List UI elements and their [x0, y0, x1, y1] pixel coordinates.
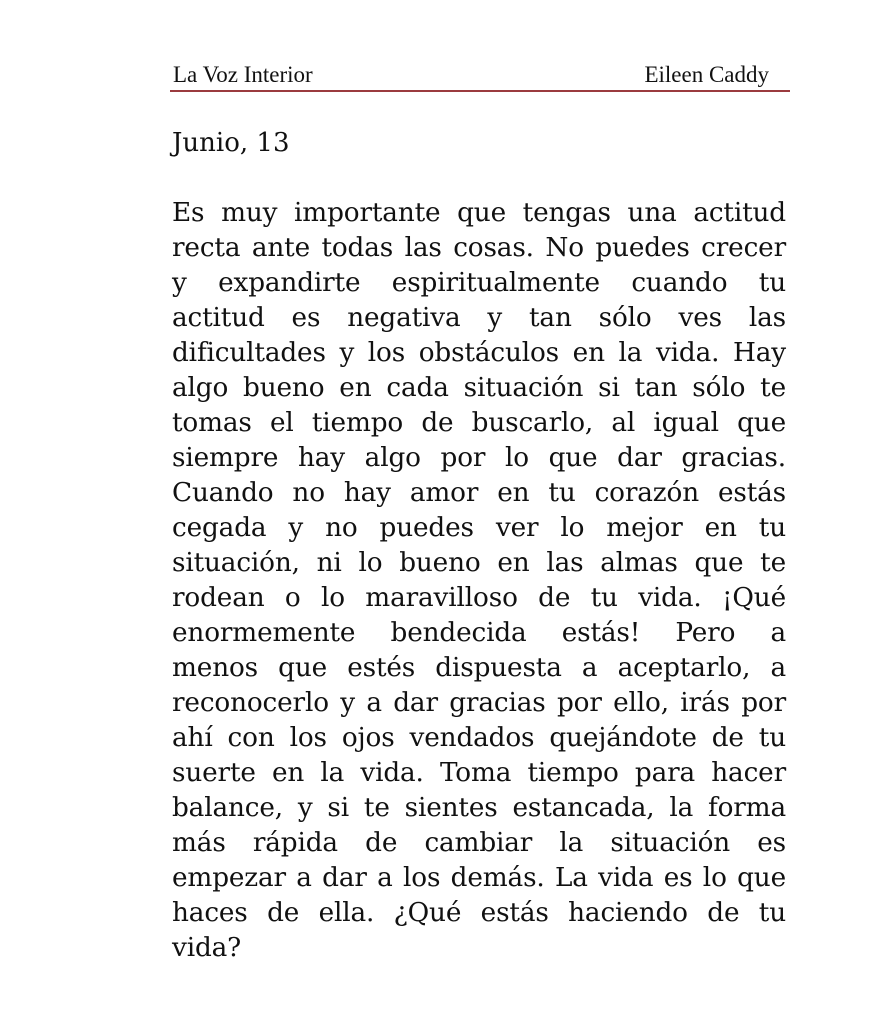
body-line: Es muy importante que tengas una actitud [172, 198, 786, 228]
body-line: algo bueno en cada situación si tan sólo te [172, 373, 786, 403]
body-line: enormemente bendecida estás! Pero a [172, 618, 786, 648]
body-line: ahí con los ojos vendados quejándote de tu [172, 723, 786, 753]
body-line: situación, ni lo bueno en las almas que te [172, 548, 786, 578]
page-header [170, 58, 790, 92]
body-line: siempre hay algo por lo que dar gracias. [172, 443, 786, 473]
body-line: reconocerlo y a dar gracias por ello, irás por [172, 688, 786, 718]
body-line: dificultades y los obstáculos en la vida. Hay [172, 338, 786, 368]
author-name: Eileen Caddy [644, 62, 769, 87]
body-line: y expandirte espiritualmente cuando tu [172, 268, 786, 298]
body-line: cegada y no puedes ver lo mejor en tu [172, 513, 786, 543]
body-line: haces de ella. ¿Qué estás haciendo de tu [172, 898, 786, 928]
body-line: menos que estés dispuesta a aceptarlo, a [172, 653, 786, 683]
body-line: balance, y si te sientes estancada, la forma [172, 793, 786, 823]
body-line: vida? [172, 933, 242, 963]
body-line: más rápida de cambiar la situación es [172, 828, 786, 858]
entry-body [172, 196, 786, 966]
body-line: recta ante todas las cosas. No puedes crecer [172, 233, 786, 263]
body-line: empezar a dar a los demás. La vida es lo que [172, 863, 786, 893]
body-line: suerte en la vida. Toma tiempo para hacer [172, 758, 786, 788]
book-title: La Voz Interior [173, 62, 313, 87]
body-line: tomas el tiempo de buscarlo, al igual que [172, 408, 786, 438]
body-line: Cuando no hay amor en tu corazón estás [172, 478, 786, 508]
body-line: actitud es negativa y tan sólo ves las [172, 303, 786, 333]
entry-date: Junio, 13 [172, 128, 290, 158]
body-line: rodean o lo maravilloso de tu vida. ¡Qué [172, 583, 786, 613]
